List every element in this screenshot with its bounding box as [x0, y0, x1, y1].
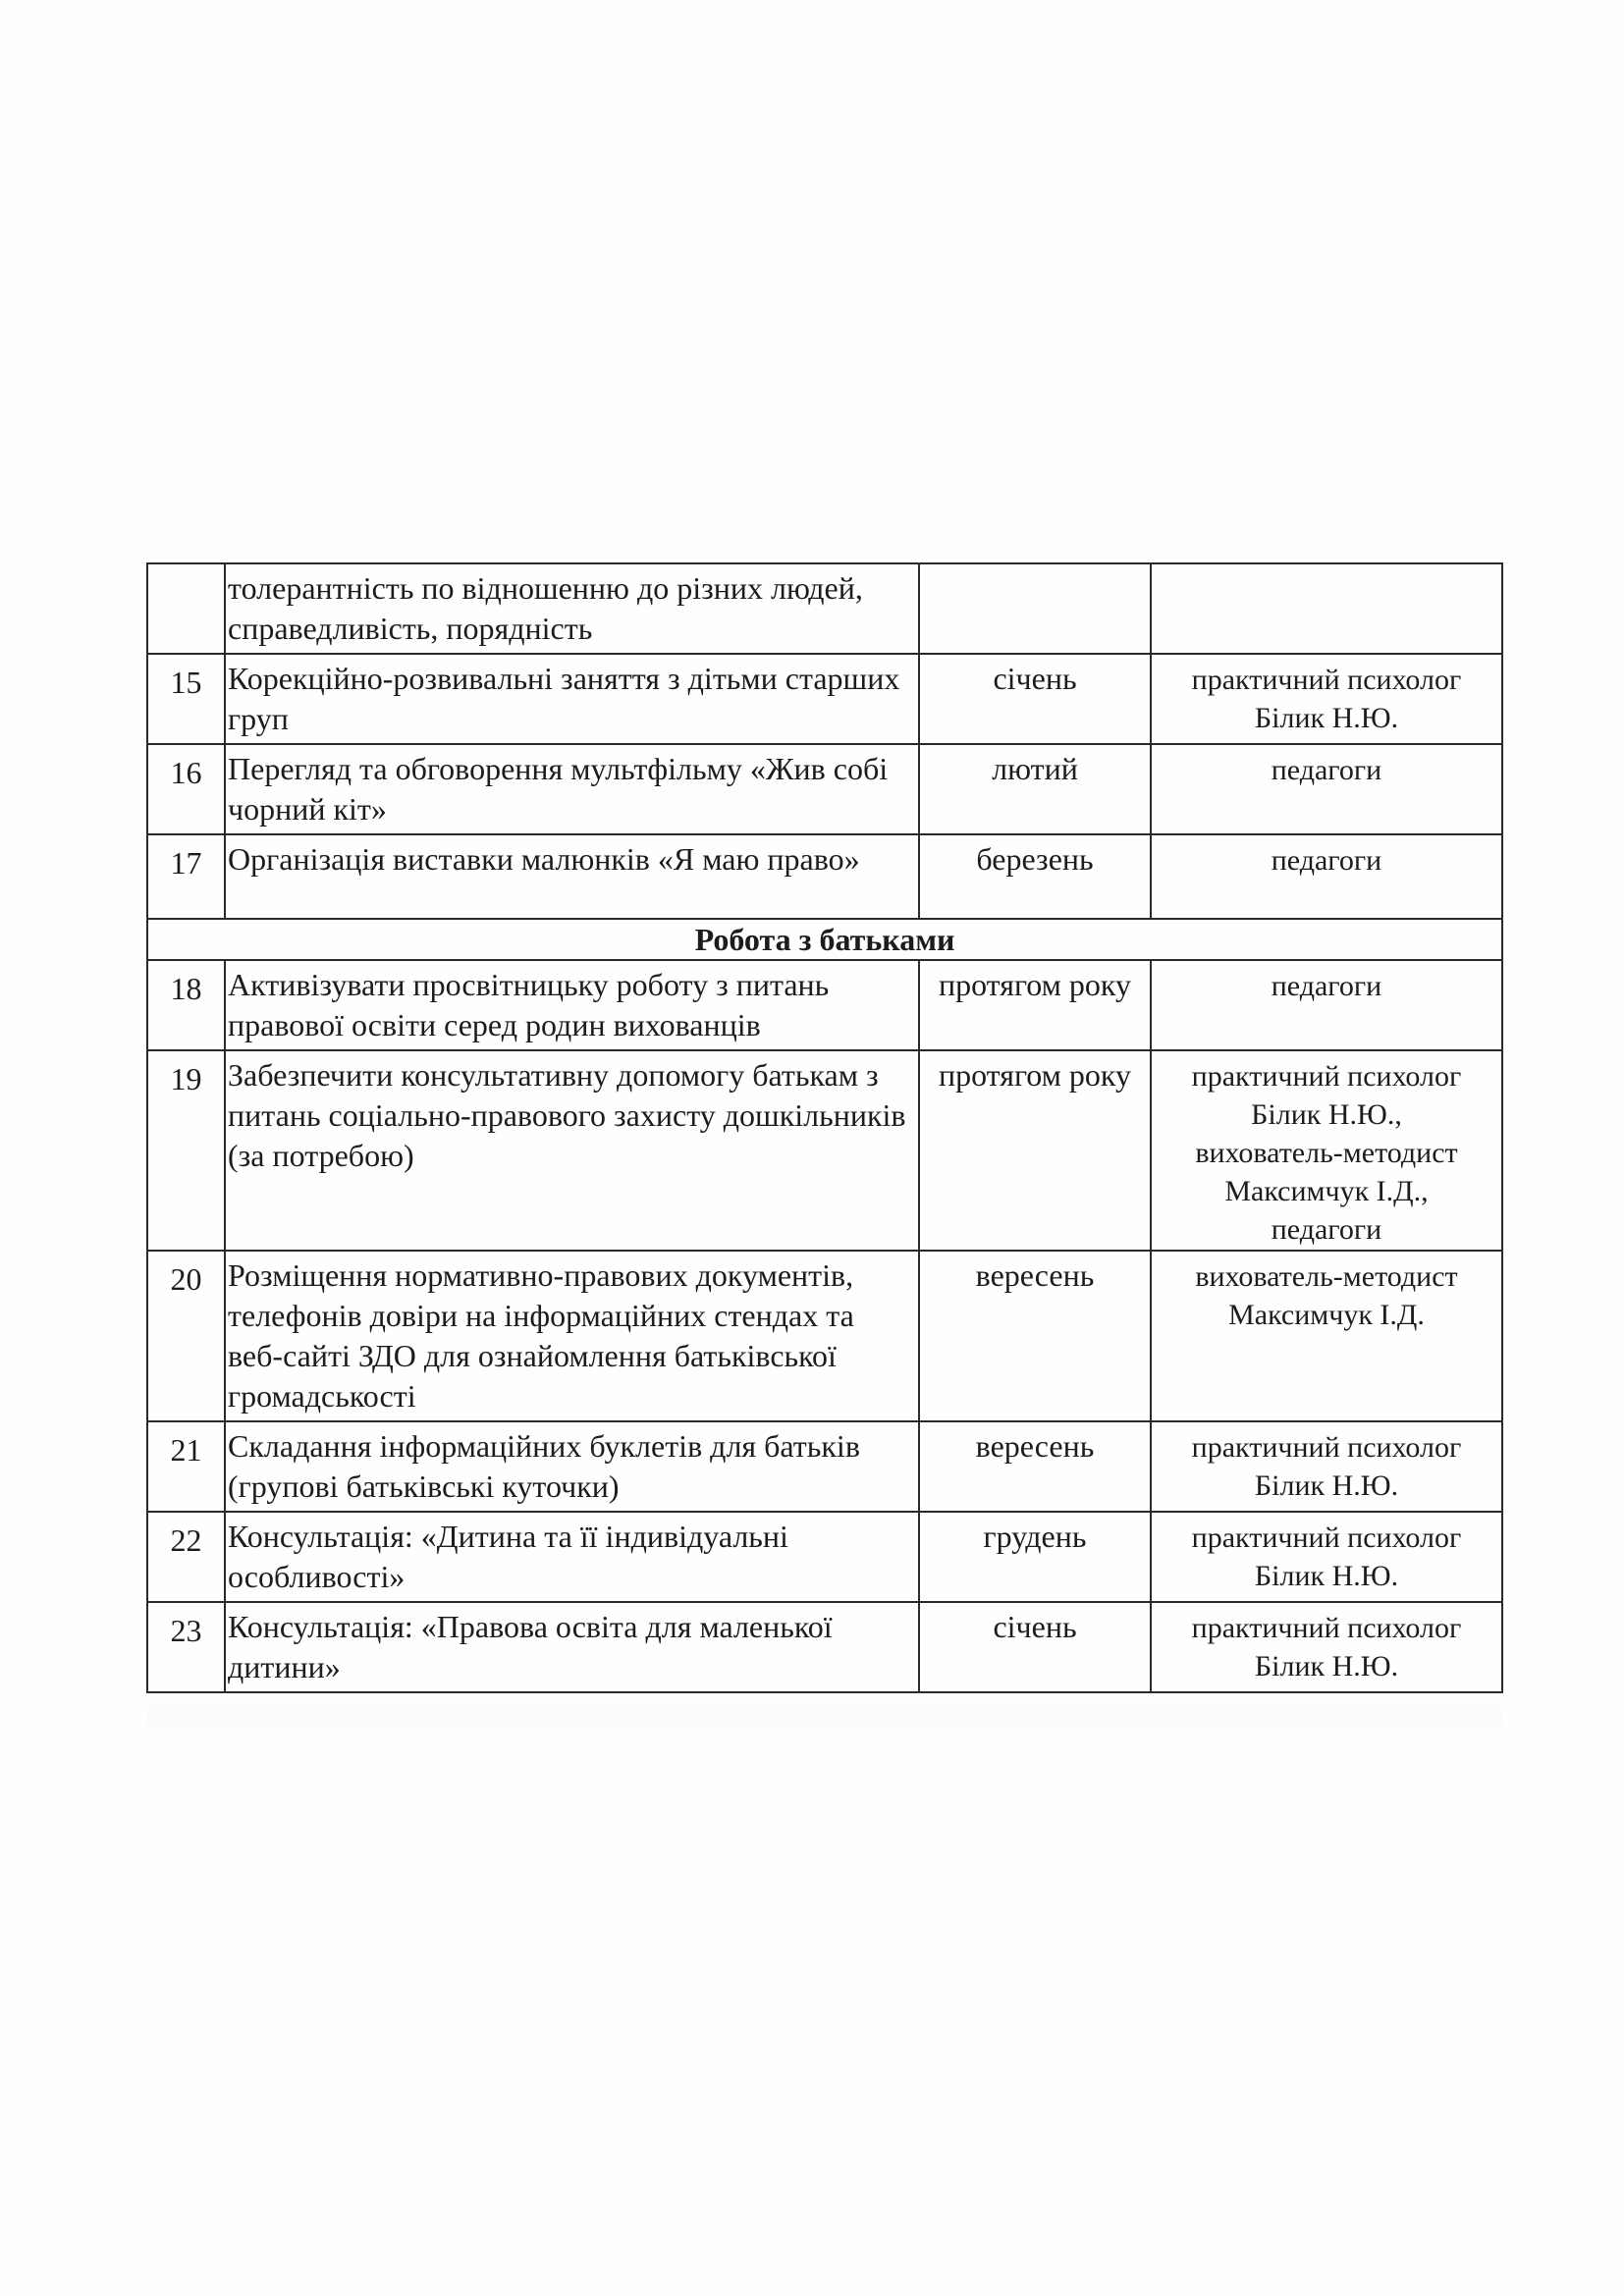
- table-row: [147, 1251, 1502, 1421]
- activity-term: лютий: [919, 744, 1151, 834]
- activity-term: січень: [919, 1602, 1151, 1692]
- activity-term: грудень: [919, 1512, 1151, 1602]
- responsible-line: вихователь-методист: [1195, 1260, 1458, 1293]
- row-number: 17: [147, 834, 225, 919]
- activity-description: толерантність по відношенню до різних людей, справедливість, порядність: [225, 563, 919, 654]
- responsible-line: Максимчук І.Д.,: [1224, 1175, 1429, 1207]
- row-number: 23: [147, 1602, 225, 1692]
- activity-term: протягом року: [919, 1050, 1151, 1251]
- responsible-line: Максимчук І.Д.: [1228, 1299, 1425, 1331]
- responsible-line: Білик Н.Ю.,: [1251, 1098, 1402, 1131]
- responsible-line: практичний психолог: [1191, 1612, 1462, 1644]
- activity-term: вересень: [919, 1421, 1151, 1512]
- table-body-top: [147, 563, 1502, 919]
- activity-description: Активізувати просвітницьку роботу з питань правової освіти серед родин вихованців: [225, 960, 919, 1050]
- activity-description: Організація виставки малюнків «Я маю право»: [225, 834, 919, 919]
- table-row: [147, 744, 1502, 834]
- table-row: [147, 834, 1502, 919]
- activity-term: протягом року: [919, 960, 1151, 1050]
- table-row: [147, 1050, 1502, 1251]
- row-number: 22: [147, 1512, 225, 1602]
- responsible-line: Білик Н.Ю.: [1254, 702, 1399, 734]
- section-header-row: [147, 919, 1502, 960]
- responsible-line: практичний психолог: [1191, 1431, 1462, 1464]
- table-row: [147, 1421, 1502, 1512]
- responsible-line: педагоги: [1271, 844, 1382, 877]
- responsible-line: педагоги: [1271, 1213, 1382, 1246]
- responsible-persons: [1151, 563, 1502, 654]
- activity-term: березень: [919, 834, 1151, 919]
- scan-artifact: [147, 1698, 1502, 1737]
- responsible-persons: [1151, 1602, 1502, 1692]
- responsible-persons: [1151, 1421, 1502, 1512]
- section-title: Робота з батьками: [147, 919, 1502, 960]
- table-row: [147, 1512, 1502, 1602]
- row-number: 21: [147, 1421, 225, 1512]
- activity-description: Розміщення нормативно-правових документів, телефонів довіри на інформаційних стендах та веб-сайті ЗДО для ознайомлення батьківської громадськості: [225, 1251, 919, 1421]
- responsible-line: педагоги: [1271, 754, 1382, 786]
- responsible-line: практичний психолог: [1191, 1060, 1462, 1093]
- row-number: 20: [147, 1251, 225, 1421]
- table-body-bottom: [147, 960, 1502, 1692]
- activity-description: Корекційно-розвивальні заняття з дітьми старших груп: [225, 654, 919, 744]
- row-number: 15: [147, 654, 225, 744]
- responsible-line: Білик Н.Ю.: [1254, 1650, 1399, 1682]
- activity-term: вересень: [919, 1251, 1151, 1421]
- section-header-body: [147, 919, 1502, 960]
- activity-description: Консультація: «Дитина та її індивідуальні особливості»: [225, 1512, 919, 1602]
- activity-description: Забезпечити консультативну допомогу батькам з питань соціально-правового захисту дошкільників (за потребою): [225, 1050, 919, 1251]
- responsible-line: Білик Н.Ю.: [1254, 1469, 1399, 1502]
- row-number: [147, 563, 225, 654]
- responsible-line: практичний психолог: [1191, 664, 1462, 696]
- activity-description: Консультація: «Правова освіта для маленької дитини»: [225, 1602, 919, 1692]
- table-row: [147, 563, 1502, 654]
- responsible-persons: [1151, 960, 1502, 1050]
- table-row: [147, 960, 1502, 1050]
- responsible-line: вихователь-методист: [1195, 1137, 1458, 1169]
- responsible-persons: [1151, 654, 1502, 744]
- activity-term: січень: [919, 654, 1151, 744]
- row-number: 18: [147, 960, 225, 1050]
- responsible-line: Білик Н.Ю.: [1254, 1560, 1399, 1592]
- responsible-persons: [1151, 1050, 1502, 1251]
- activity-plan-table: [146, 562, 1503, 1693]
- activity-term: [919, 563, 1151, 654]
- row-number: 19: [147, 1050, 225, 1251]
- table-row: [147, 1602, 1502, 1692]
- row-number: 16: [147, 744, 225, 834]
- activity-description: Складання інформаційних буклетів для батьків (групові батьківські куточки): [225, 1421, 919, 1512]
- responsible-line: педагоги: [1271, 970, 1382, 1002]
- responsible-persons: [1151, 1251, 1502, 1421]
- responsible-line: практичний психолог: [1191, 1522, 1462, 1554]
- responsible-persons: [1151, 1512, 1502, 1602]
- activity-description: Перегляд та обговорення мультфільму «Жив собі чорний кіт»: [225, 744, 919, 834]
- responsible-persons: [1151, 834, 1502, 919]
- responsible-persons: [1151, 744, 1502, 834]
- table-row: [147, 654, 1502, 744]
